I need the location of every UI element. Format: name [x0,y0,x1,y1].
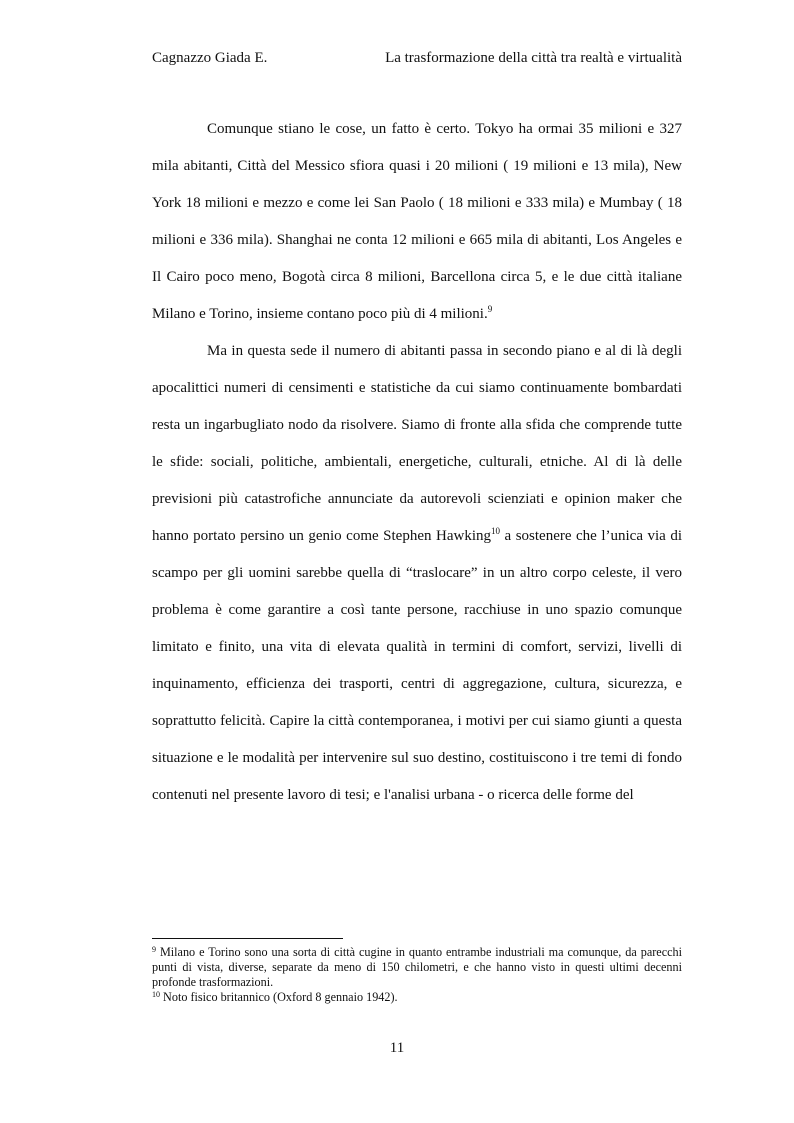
paragraph-2-text-end: a sostenere che l’unica via di scampo per gli uomini sarebbe quella di “traslocare” in un altro corpo celeste, il vero problema è come garantire a così tante persone, racchiuse in uno spazio comunque limitato e finito, una vita di elevata qualità in termini di comfort, servizi, livelli di inquinamento, efficienza dei trasporti, centri di aggregazione, cultura, sicurezza, e soprattutto felicità. Capire la città contemporanea, i motivi per cui siamo giunti a questa situazione e le modalità per intervenire sul suo destino, costituiscono i tre temi di fondo contenuti nel presente lavoro di tesi; e l'analisi urbana - o ricerca delle forme del [152,528,683,803]
footnote-9-text: Milano e Torino sono una sorta di città cugine in quanto entrambe industriali ma comunque, da parecchi punti di vista, diverse, separate da meno di 150 chilometri, e che hanno visto in questi ultimi decenni profonde trasformazioni. [152,945,682,989]
paragraph-1 [152,111,682,333]
paragraph-2 [152,333,682,814]
main-text [152,111,682,814]
footnote-10-number: 10 [152,990,160,999]
footnote-9-number: 9 [152,945,156,954]
footnote-ref-9[interactable]: 9 [487,304,493,314]
header-title: La trasformazione della città tra realtà e virtualità [385,50,682,66]
footnotes [152,945,682,1005]
footnote-10 [152,990,682,1005]
paragraph-1-text: Comunque stiano le cose, un fatto è certo. Tokyo ha ormai 35 milioni e 327 mila abitanti, Città del Messico sfiora quasi i 20 milioni ( 19 milioni e 13 mila), New York 18 milioni e mezzo e come lei San Paolo ( 18 milioni e 333 mila) e Mumbay ( 18 milioni e 336 mila). Shanghai ne conta 12 milioni e 665 mila di abitanti, Los Angeles e Il Cairo poco meno, Bogotà circa 8 milioni, Barcellona circa 5, e le due città italiane Milano e Torino, insieme contano poco più di 4 milioni. [152,121,682,322]
header-author: Cagnazzo Giada E. [152,50,268,66]
footnote-9 [152,945,682,990]
page-number: 11 [389,1040,405,1056]
footnote-ref-10[interactable]: 10 [491,526,501,536]
paragraph-2-text-start: Ma in questa sede il numero di abitanti passa in secondo piano e al di là degli apocalittici numeri di censimenti e statistiche da cui siamo continuamente bombardati resta un ingarbugliato nodo da risolvere. Siamo di fronte alla sfida che comprende tutte le sfide: sociali, politiche, ambientali, energetiche, culturali, etniche. Al di là delle previsioni più catastrofiche annunciate da autorevoli scienziati e opinion maker che hanno portato persino un genio come Stephen Hawking [152,343,682,544]
footnote-10-text: Noto fisico britannico (Oxford 8 gennaio 1942). [160,990,398,1004]
footnote-divider [152,938,343,939]
